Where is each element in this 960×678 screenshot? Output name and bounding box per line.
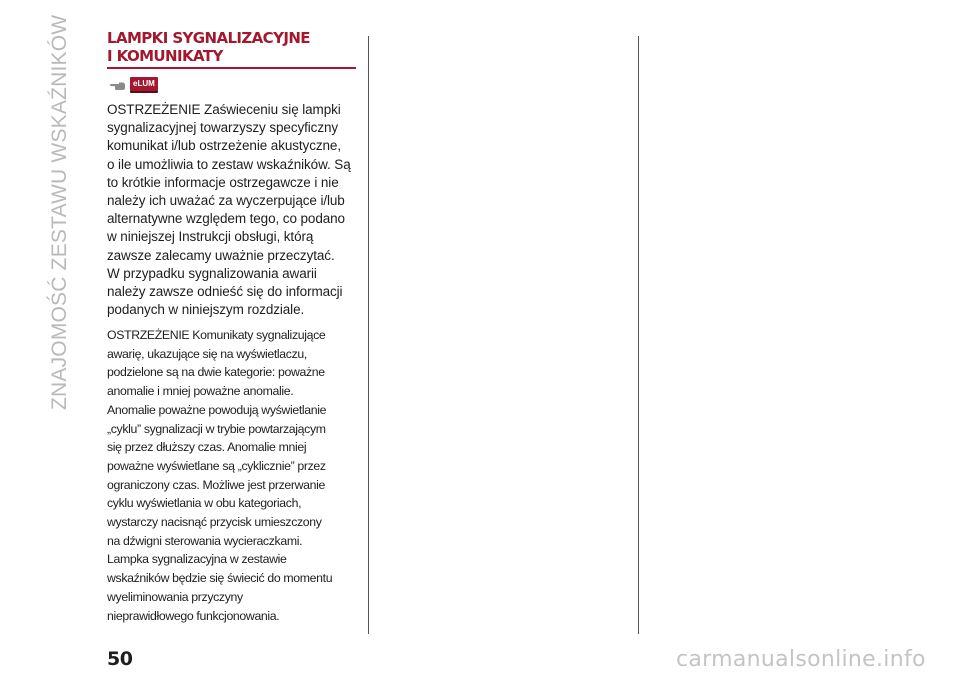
column-divider-right [638, 36, 639, 634]
watermark: carmanualsonline.info [676, 647, 926, 672]
hand-pointer-icon [110, 79, 126, 91]
equipment-icon-row [110, 77, 158, 93]
warning-paragraph-1: OSTRZEŻENIE Zaświeceniu się lampki sygnalizacyjnej towarzyszy specyficzny komunikat i/lub ostrzeżenie akustyczne, o ile umożliwia to zestaw wskaźników. Są to krótkie informacje ostrzegawcze i nie należy ich uważać za wyczerpujące i/lub alternatywne względem tego, co podano w niniejszej Instrukcji obsługi, którą zawsze zalecamy uważnie przeczytać. W przypadku sygnalizowania awarii należy zawsze odnieść się do informacji podanych w niniejszym rozdziale. [107, 102, 351, 318]
side-section-title: ZNAJOMOŚĆ ZESTAWU WSKAŹNIKÓW [48, 14, 71, 410]
page-number: 50 [107, 648, 133, 670]
section-heading: LAMPKI SYGNALIZACYJNE I KOMUNIKATY [107, 29, 310, 65]
elum-badge: eLUM [130, 77, 158, 93]
warning-paragraph-2: OSTRZEŻENIE Komunikaty sygnalizujące awarię, ukazujące się na wyświetlaczu, podzielone są na dwie kategorie: poważne anomalie i mniej poważne anomalie. Anomalie poważne powodują wyświetlanie „cyklu” sygnalizacji w trybie powtarzającym się przez dłuższy czas. Anomalie mniej poważne wyświetlane są „cyklicznie” przez ograniczony czas. Możliwe jest przerwanie cyklu wyświetlania w obu kategoriach, wystarczy nacisnąć przycisk umieszczony na dźwigni sterowania wycieraczkami. Lampka sygnalizacyjna w zestawie wskaźników będzie się świecić do momentu wyeliminowania przyczyny nieprawidłowego funkcjonowania. [107, 328, 333, 623]
section-heading-underline [107, 67, 356, 69]
